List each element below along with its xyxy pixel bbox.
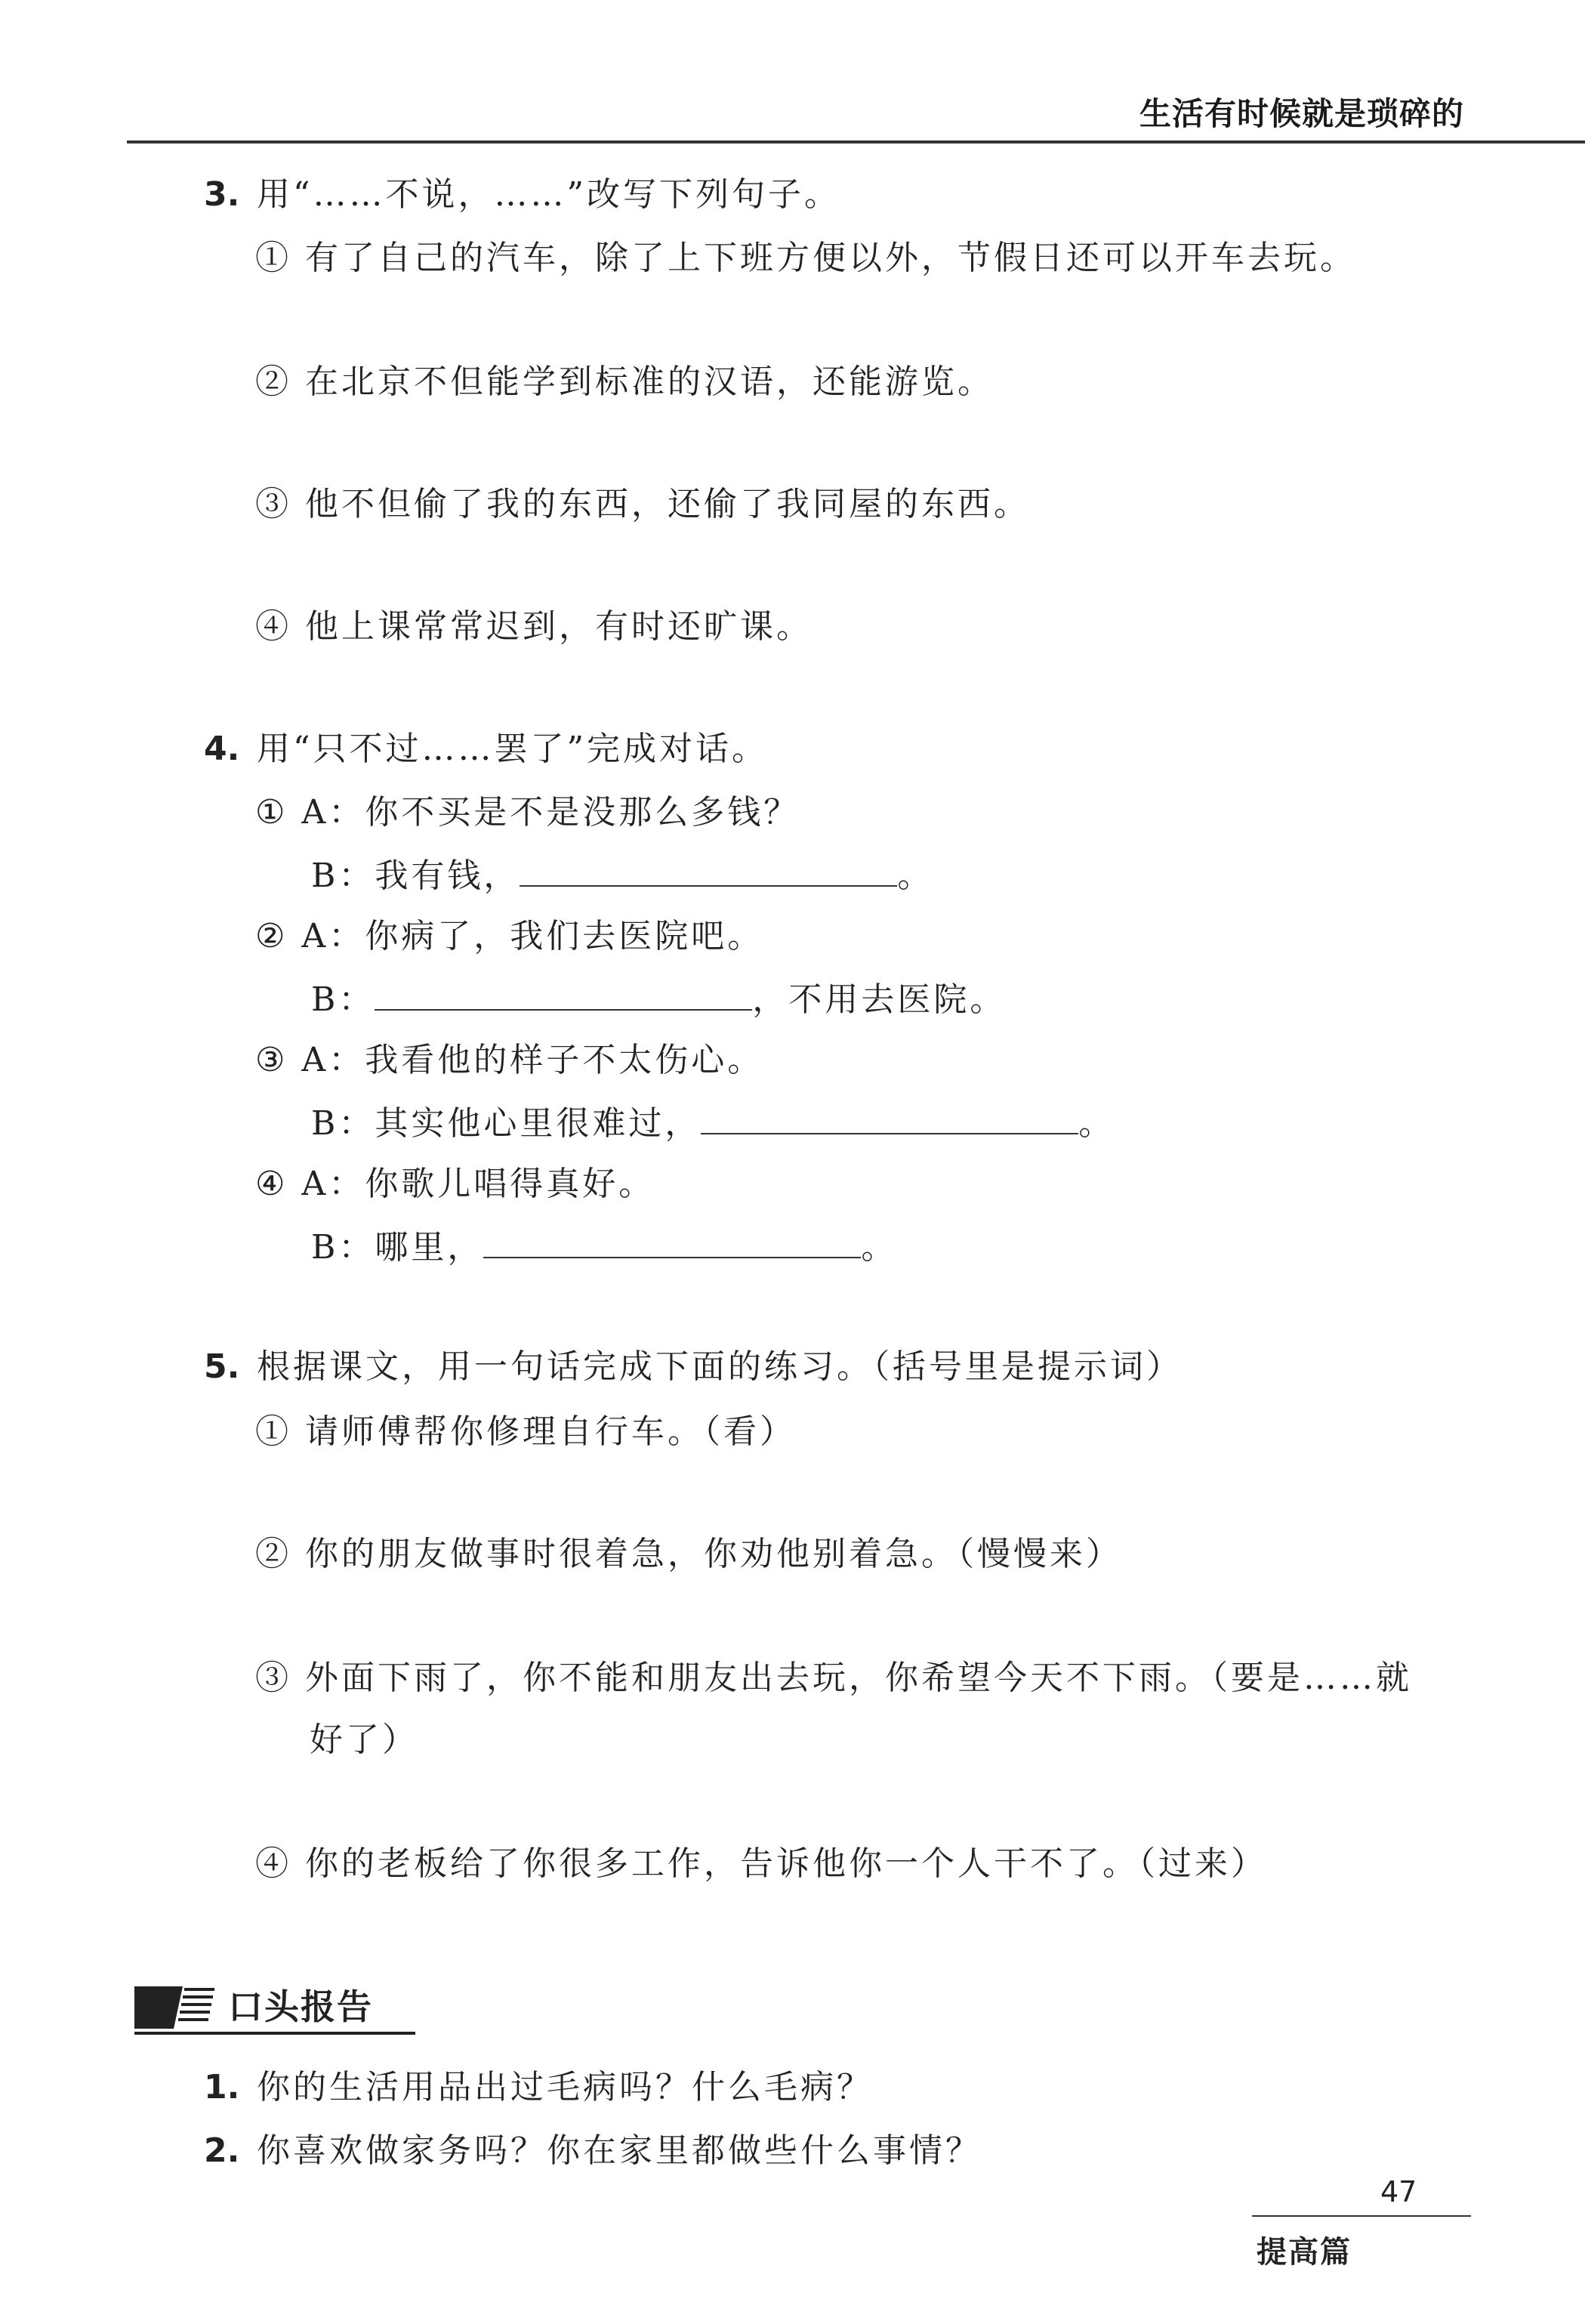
dialogue-2-b-prefix: B：	[311, 980, 375, 1019]
exercise-3-instruction: 用“……不说，……”改写下列句子。	[257, 175, 840, 214]
exercise-3-item-3: ③ 他不但偷了我的东西，还偷了我同屋的东西。	[255, 485, 1030, 523]
exercise-5-item-1: ① 请师傅帮你修理自行车。（看）	[255, 1412, 796, 1451]
dialogue-2-a: ② A：你病了，我们去医院吧。	[255, 917, 764, 955]
oral-question-1-text: 你的生活用品出过毛病吗？什么毛病？	[257, 2068, 873, 2106]
page-number: 47	[1380, 2175, 1417, 2208]
dialogue-3-a: ③ A：我看他的样子不太伤心。	[255, 1041, 764, 1079]
oral-report-title: 口头报告	[228, 1986, 373, 2027]
answer-blank[interactable]	[375, 976, 752, 1011]
dialogue-3-b	[311, 1100, 1115, 1147]
dialogue-1-b	[311, 852, 933, 899]
exercise-5-item-3: ③ 外面下雨了，你不能和朋友出去玩，你希望今天不下雨。（要是……就	[255, 1659, 1412, 1697]
header-divider	[127, 140, 1585, 144]
exercise-3-item-2: ② 在北京不但能学到标准的汉语，还能游览。	[255, 363, 994, 401]
dialogue-4-b	[311, 1224, 897, 1270]
dialogue-4-b-prefix: B：哪里，	[311, 1228, 484, 1267]
dialogue-3-b-suffix: 。	[1078, 1104, 1115, 1143]
dialogue-3-b-prefix: B：其实他心里很难过，	[311, 1104, 702, 1143]
section-marker-icon	[134, 1985, 214, 2029]
exercise-5-item-3-continued: 好了）	[310, 1721, 418, 1759]
exercise-5-item-2: ② 你的朋友做事时很着急，你劝他别着急。（慢慢来）	[255, 1535, 1122, 1573]
oral-question-2-number: 2.	[204, 2131, 240, 2170]
exercise-3-heading	[204, 172, 840, 218]
oral-question-1	[204, 2065, 873, 2110]
exercise-5-instruction: 根据课文，用一句话完成下面的练习。（括号里是提示词）	[257, 1347, 1183, 1386]
exercise-3-number: 3.	[204, 175, 240, 214]
dialogue-2-b-suffix: ，不用去医院。	[752, 980, 1007, 1019]
exercise-4-heading	[204, 727, 768, 772]
dialogue-1-a: ① A：你不买是不是没那么多钱？	[255, 793, 800, 832]
answer-blank[interactable]	[483, 1224, 861, 1258]
running-header-title: 生活有时候就是琐碎的	[1139, 95, 1464, 132]
exercise-4-number: 4.	[204, 730, 240, 768]
exercise-3-item-4: ④ 他上课常常迟到，有时还旷课。	[255, 607, 813, 646]
section-underline	[134, 2032, 415, 2035]
oral-question-2-text: 你喜欢做家务吗？你在家里都做些什么事情？	[257, 2131, 982, 2170]
exercise-5-heading	[204, 1344, 1183, 1390]
exercise-4-instruction: 用“只不过……罢了”完成对话。	[257, 730, 768, 768]
dialogue-1-b-suffix: 。	[897, 856, 934, 895]
answer-blank[interactable]	[701, 1100, 1078, 1134]
oral-question-1-number: 1.	[204, 2068, 240, 2106]
oral-question-2	[204, 2128, 982, 2174]
footer-section-label: 提高篇	[1257, 2234, 1352, 2270]
dialogue-1-b-prefix: B：我有钱，	[311, 856, 520, 895]
exercise-5-item-4: ④ 你的老板给了你很多工作，告诉他你一个人干不了。（过来）	[255, 1844, 1267, 1883]
exercise-3-item-1: ① 有了自己的汽车，除了上下班方便以外，节假日还可以开车去玩。	[255, 239, 1356, 277]
footer-divider	[1252, 2215, 1471, 2217]
exercise-5-number: 5.	[204, 1347, 240, 1386]
answer-blank[interactable]	[520, 852, 897, 887]
oral-report-section-heading	[134, 1985, 415, 2032]
dialogue-2-b	[311, 976, 1006, 1023]
dialogue-4-a: ④ A：你歌儿唱得真好。	[255, 1165, 655, 1203]
dialogue-4-b-suffix: 。	[861, 1228, 898, 1267]
